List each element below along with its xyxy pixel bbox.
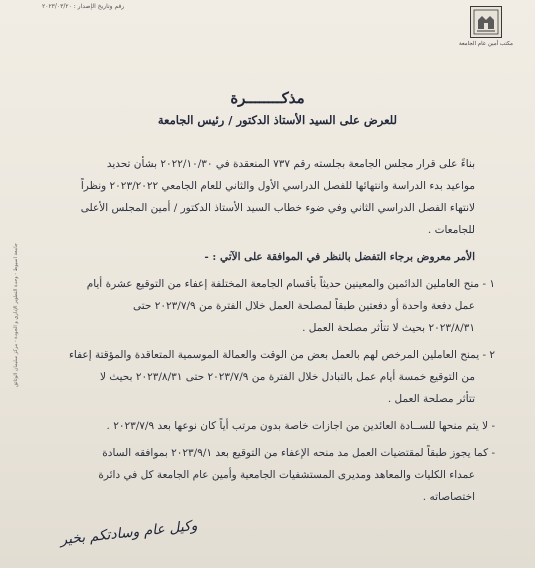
handwritten-signature: وكيل عام وسادتكم بخير: [59, 517, 199, 549]
note-1: - لا يتم منحها للســادة العائدين من اجازات خاصة بدون مرتب أياً كان نوعها بعد ٢٠٢٣/٧/٩ .: [106, 420, 495, 432]
memo-subtitle: للعرض على السيد الأستاذ الدكتور / رئيس الجامعة: [157, 113, 397, 127]
intro-line: للجامعات .: [427, 224, 475, 236]
university-logo-icon: [470, 6, 502, 38]
note-2-line: عمداء الكليات والمعاهد ومديرى المستشفيات الجامعية وأمين عام الجامعة كل في دائرة: [98, 469, 475, 481]
item-1-line: ١ - منح العاملين الدائمين والمعينين حديثاً بأقسام الجامعة المختلفة إعفاء من التوقيع عشرة أيام: [86, 278, 495, 290]
issue-reference: رقم وتاريخ الإصدار : ٢٠٢٣/٠٣/٢٠: [42, 3, 125, 10]
intro-line: مواعيد بدء الدراسة وانتهائها للفصل الدراسي الأول والثاني للعام الجامعي ٢٠٢٣/٢٠٢٢ ونظراً: [80, 180, 475, 192]
university-header: [441, 6, 531, 47]
item-2-line: تتأثر مصلحة العمل .: [387, 393, 475, 405]
item-1-line: عمل دفعة واحدة أو دفعتين طبقاً لمصلحة العمل خلال الفترة من ٢٠٢٣/٧/٩ حتى: [132, 300, 475, 312]
note-2-line: اختصاصاته .: [422, 491, 475, 503]
intro-line: لانتهاء الفصل الدراسي الثاني وفي ضوء خطاب السيد الأستاذ الدكتور / أمين المجلس الأعلى: [80, 202, 475, 214]
request-line: الأمر معروض برجاء التفضل بالنظر في الموافقة على الآتي : -: [204, 251, 475, 263]
item-1-line: ٢٠٢٣/٨/٣١ بحيث لا تتأثر مصلحة العمل .: [302, 322, 475, 334]
intro-line: بناءً على قرار مجلس الجامعة بجلسته رقم ٧٣٧ المنعقدة في ٢٠٢٢/١٠/٣٠ بشأن تحديد: [106, 158, 475, 170]
item-2-line: ٢ - يمنح العاملين المرخص لهم بالعمل بعض من الوقت والعمالة الموسمية المتعاقدة والمؤقتة إعفاء: [68, 349, 495, 361]
office-name: مكتب أمين عام الجامعة: [459, 41, 513, 47]
memo-title: مذكــــــــرة: [230, 89, 305, 107]
note-2-line: - كما يجوز طبقاً لمقتضيات العمل مد منحه الإعفاء من التوقيع بعد ٢٠٢٣/٩/١ بموافقه السادة: [102, 447, 495, 459]
archive-side-note: جامعة اسيوط - وحدة التطوير الإداري و الجودة - مركز سليمان الوثائق: [12, 243, 19, 387]
item-2-line: من التوقيع خمسة أيام عمل بالتبادل خلال الفترة من ٢٠٢٣/٧/٩ حتى ٢٠٢٣/٨/٣١ بحيث لا: [99, 371, 475, 383]
